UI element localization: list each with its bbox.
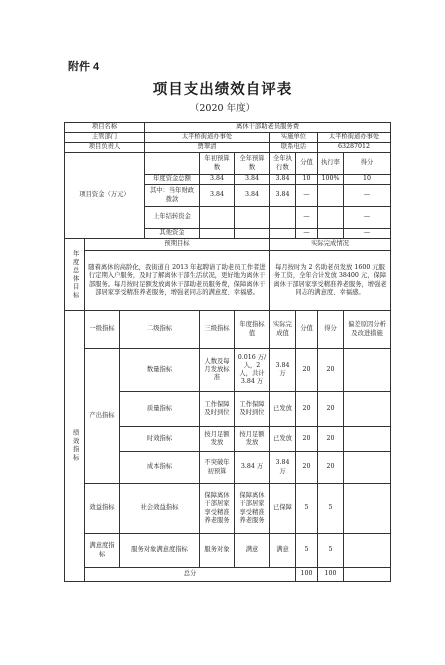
goals-expected-header: 预期目标 xyxy=(85,239,270,251)
project-name-label: 项目名称 xyxy=(65,123,145,133)
indicator-target: 3.84 万 xyxy=(235,452,270,484)
indicator-l2: 社会效益指标 xyxy=(120,484,200,534)
funds-row-label: 年度资金总额 xyxy=(145,175,200,185)
indicator-header: 三级指标 xyxy=(200,311,235,349)
indicator-score: 20 xyxy=(296,392,318,427)
funds-cell: 3.84 xyxy=(235,185,270,207)
indicator-target: 保障离休干部居家享受精准养老服务 xyxy=(235,484,270,534)
leader-label: 项目负责人 xyxy=(65,143,145,153)
indicator-score: 20 xyxy=(296,452,318,484)
funds-cell: 100% xyxy=(318,175,344,185)
funds-cell: — xyxy=(344,229,391,239)
indicator-l3: 按月足额发放 xyxy=(200,427,235,452)
indicator-target: 工作保障及时到位 xyxy=(235,392,270,427)
indicator-actual: 已保障 xyxy=(270,484,296,534)
indicator-reason xyxy=(344,349,391,392)
dept-row xyxy=(65,133,391,143)
funds-header: 执行率 xyxy=(318,153,344,175)
indicator-score: 5 xyxy=(296,534,318,568)
total-reason xyxy=(344,568,391,582)
phone-value: 63287012 xyxy=(318,143,391,153)
funds-header: 年初预算数 xyxy=(200,153,235,175)
funds-header: 分值 xyxy=(296,153,318,175)
indicator-header: 偏差原因分析及改进措施 xyxy=(344,311,391,349)
indicator-reason xyxy=(344,484,391,534)
indicator-header: 分值 xyxy=(296,311,318,349)
funds-row-label: 上年结转资金 xyxy=(145,207,200,229)
indicators-header-row xyxy=(65,311,391,349)
leader-value: 贾翠清 xyxy=(145,143,270,153)
indicator-target: 按月足额发放 xyxy=(235,427,270,452)
funds-cell xyxy=(270,229,296,239)
funds-row-label: 其中：当年财政拨款 xyxy=(145,185,200,207)
funds-cell xyxy=(318,185,344,207)
indicator-actual: 3.84 万 xyxy=(270,452,296,484)
funds-blank-header xyxy=(145,153,200,175)
indicator-header: 实际完成值 xyxy=(270,311,296,349)
funds-cell: 10 xyxy=(296,175,318,185)
indicator-l3: 工作保障及时到位 xyxy=(200,392,235,427)
indicator-got: 5 xyxy=(318,534,344,568)
indicator-l2: 质量指标 xyxy=(120,392,200,427)
attachment-label: 附件 4 xyxy=(68,61,100,73)
funds-label: 项目资金（万元） xyxy=(65,153,145,239)
year-label: （2020 年度） xyxy=(189,103,256,114)
goals-actual-header: 实际完成情况 xyxy=(270,239,391,251)
indicator-l3: 不突破年初预算 xyxy=(200,452,235,484)
indicator-header: 二级指标 xyxy=(120,311,200,349)
indicator-got: 5 xyxy=(318,484,344,534)
funds-cell xyxy=(200,207,235,229)
funds-cell xyxy=(200,229,235,239)
indicator-l3: 服务对象 xyxy=(200,534,235,568)
indicator-reason xyxy=(344,452,391,484)
project-name-row xyxy=(65,123,391,133)
indicator-actual: 已发放 xyxy=(270,427,296,452)
indicator-score: 20 xyxy=(296,427,318,452)
goals-expected-text: 随着离休的高龄化，我街道自 2013 年起聘请了助老员工作者进行定期入户服务，及时了解离休干部生活状况，更好地为离休干部服务。每月按时足额发放离休干部助老员服务费，保障离休干部居家享受精准养老服务，增强老同志的满意度、幸福感。 xyxy=(85,251,270,311)
indicator-score: 5 xyxy=(296,484,318,534)
goals-label: 年度总体目标 xyxy=(65,239,85,311)
indicator-reason xyxy=(344,427,391,452)
total-got: 100 xyxy=(318,568,344,582)
project-name-value: 离休干部助老员服务费 xyxy=(145,123,391,133)
indicator-row xyxy=(65,484,391,534)
indicator-actual: 已发放 xyxy=(270,392,296,427)
indicator-l2: 服务对象满意度指标 xyxy=(120,534,200,568)
indicator-actual: 3.84 万 xyxy=(270,349,296,392)
total-label: 总分 xyxy=(85,568,296,582)
goals-header-row xyxy=(65,239,391,251)
indicator-header: 年度指标值 xyxy=(235,311,270,349)
funds-cell: 3.84 xyxy=(200,185,235,207)
indicator-l2: 成本指标 xyxy=(120,452,200,484)
phone-label: 联系电话 xyxy=(270,143,318,153)
indicator-l2: 数量指标 xyxy=(120,349,200,392)
indicator-reason xyxy=(344,534,391,568)
indicator-row xyxy=(65,534,391,568)
indicator-row xyxy=(65,349,391,392)
funds-cell: — xyxy=(296,185,318,207)
indicator-target: 满意 xyxy=(235,534,270,568)
impl-value: 太平桥街道办事处 xyxy=(318,133,391,143)
funds-cell: — xyxy=(296,229,318,239)
indicator-l3: 人数及每月发放标准 xyxy=(200,349,235,392)
funds-row-label: 其他资金 xyxy=(145,229,200,239)
goals-content-row xyxy=(65,251,391,311)
funds-cell: — xyxy=(344,207,391,229)
page-title: 项目支出绩效自评表 xyxy=(152,81,293,98)
leader-row xyxy=(65,143,391,153)
funds-cell xyxy=(235,229,270,239)
dept-value: 太平桥街道办事处 xyxy=(145,133,270,143)
benefit-indicator-label: 效益指标 xyxy=(85,484,120,534)
dept-label: 主管部门 xyxy=(65,133,145,143)
funds-header-row xyxy=(65,153,391,175)
total-score: 100 xyxy=(296,568,318,582)
indicators-label: 绩效指标 xyxy=(65,311,85,582)
satisfaction-indicator-label: 满意度指标 xyxy=(85,534,120,568)
indicator-score: 20 xyxy=(296,349,318,392)
indicator-got: 20 xyxy=(318,452,344,484)
funds-cell xyxy=(318,207,344,229)
indicator-got: 20 xyxy=(318,349,344,392)
funds-header: 全年预算数 xyxy=(235,153,270,175)
indicator-got: 20 xyxy=(318,427,344,452)
funds-cell xyxy=(235,207,270,229)
funds-header: 全年执行数 xyxy=(270,153,296,175)
goals-actual-text: 每月按时为 2 名助老员发放 1600 元服务工资，全年合计发放 38400 元，保障离休干部居家享受精准养老服务，增强老同志的满意度、幸福感。 xyxy=(270,251,391,311)
indicator-l2: 时效指标 xyxy=(120,427,200,452)
indicator-reason xyxy=(344,392,391,427)
indicator-header: 得分 xyxy=(318,311,344,349)
indicator-target: 0.016 万/人，2 人，共计 3.84 万 xyxy=(235,349,270,392)
evaluation-table xyxy=(64,122,391,582)
funds-cell: 3.84 xyxy=(200,175,235,185)
funds-cell: — xyxy=(344,185,391,207)
indicator-actual: 满意 xyxy=(270,534,296,568)
funds-cell xyxy=(318,229,344,239)
indicator-l3: 保障离休干部居家享受精准养老服务 xyxy=(200,484,235,534)
funds-cell: 3.84 xyxy=(270,175,296,185)
indicator-got: 20 xyxy=(318,392,344,427)
funds-cell xyxy=(270,207,296,229)
funds-cell: — xyxy=(296,207,318,229)
funds-cell: 3.84 xyxy=(270,185,296,207)
impl-label: 实施单位 xyxy=(270,133,318,143)
indicator-header: 一级指标 xyxy=(85,311,120,349)
funds-cell: 10 xyxy=(344,175,391,185)
total-row xyxy=(65,568,391,582)
funds-header: 得分 xyxy=(344,153,391,175)
funds-cell: 3.84 xyxy=(235,175,270,185)
output-indicator-label: 产出指标 xyxy=(85,349,120,484)
